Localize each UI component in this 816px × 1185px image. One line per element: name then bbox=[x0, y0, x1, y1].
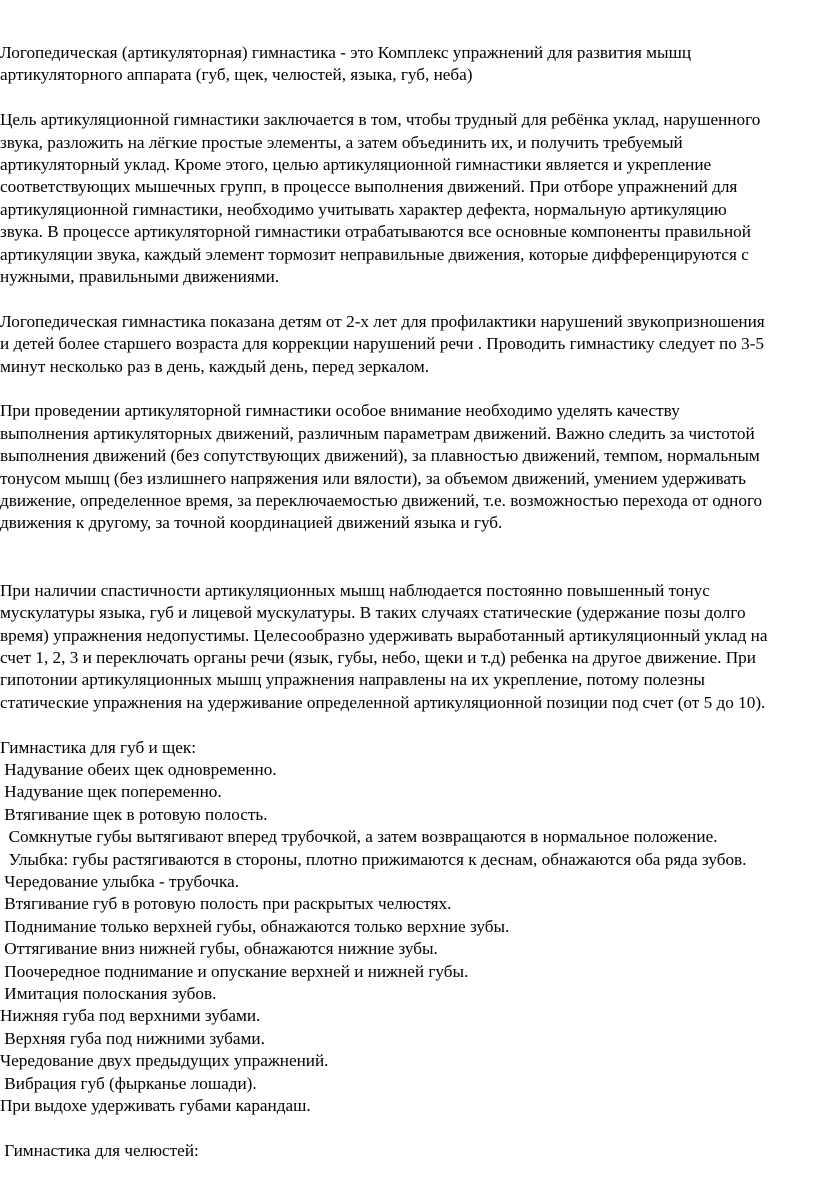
list-item: Поочередное поднимание и опускание верхней и нижней губы. bbox=[0, 961, 469, 981]
list-item: Чередование улыбка - трубочка. bbox=[0, 871, 240, 891]
lips-exercise-list bbox=[0, 759, 772, 1118]
list-item: Поднимание только верхней губы, обнажаются только верхние зубы. bbox=[0, 916, 510, 936]
jaw-section-heading: Гимнастика для челюстей: bbox=[0, 1140, 199, 1160]
goal-paragraph: Цель артикуляционной гимнастики заключается в том, чтобы трудный для ребёнка уклад, нарушенного звука, разложить на лёгкие простые элементы, а затем объединить их, и получить требуемый артикуляторный уклад. Кроме этого, целью артикуляционной гимнастики является и укрепление соответствующих мышечных групп, в процессе выполнения движений. При отборе упражнений для артикуляционной гимнастики, необходимо учитывать характер дефекта, нормальную артикуляцию звука. В процессе артикуляторной гимнастики отрабатываются все основные компоненты правильной артикуляции звука, каждый элемент тормозит неправильные движения, которые дифференцируются с нужными, правильными движениями. bbox=[0, 110, 761, 287]
intro-paragraph: Логопедическая (артикуляторная) гимнастика - это Комплекс упражнений для развития мышц артикуляторного аппарата (губ, щек, челюстей, языка, губ, неба) bbox=[0, 43, 692, 85]
list-item: Чередование двух предыдущих упражнений. bbox=[0, 1051, 329, 1071]
lips-section-heading: Гимнастика для губ и щек: bbox=[0, 737, 197, 757]
list-item: Надувание обеих щек одновременно. bbox=[0, 759, 277, 779]
list-item: При выдохе удерживать губами карандаш. bbox=[0, 1096, 311, 1116]
list-item: Оттягивание вниз нижней губы, обнажаются нижние зубы. bbox=[0, 939, 438, 959]
list-item: Втягивание щек в ротовую полость. bbox=[0, 804, 268, 824]
list-item: Нижняя губа под верхними зубами. bbox=[0, 1006, 261, 1026]
list-item: Имитация полоскания зубов. bbox=[0, 983, 217, 1003]
spasticity-paragraph: При наличии спастичности артикуляционных мышц наблюдается постоянно повышенный тонус мускулатуры языка, губ и лицевой мускулатуры. В таких случаях статические (удержание позы долго время) упражнения недопустимы. Целесообразно удерживать выработанный артикуляционный уклад на счет 1, 2, 3 и переключать органы речи (язык, губы, небо, щеки и т.д) ребенка на другое движение. При гипотонии артикуляционных мышц упражнения направлены на их укрепление, потому полезны статические упражнения на удерживание определенной артикуляционной позиции под счет (от 5 до 10). bbox=[0, 580, 768, 712]
list-item: Верхняя губа под нижними зубами. bbox=[0, 1028, 265, 1048]
list-item: Втягивание губ в ротовую полость при раскрытых челюстях. bbox=[0, 894, 452, 914]
list-item: Сомкнутые губы вытягивают вперед трубочкой, а затем возвращаются в нормальное положение. bbox=[0, 827, 718, 847]
list-item: Надувание щек попеременно. bbox=[0, 782, 222, 802]
indication-paragraph: Логопедическая гимнастика показана детям от 2-х лет для профилактики нарушений звукопризношения и детей более старшего возраста для коррекции нарушений речи . Проводить гимнастику следует по 3-5 минут несколько раз в день, каждый день, перед зеркалом. bbox=[0, 311, 765, 376]
document-body bbox=[0, 42, 772, 1162]
attention-paragraph: При проведении артикуляторной гимнастики особое внимание необходимо уделять качеству выполнения артикуляторных движений, различным параметрам движений. Важно следить за чистотой выполнения движений (без сопутствующих движений), за плавностью движений, темпом, нормальным тонусом мышц (без излишнего напряжения или вялости), за объемом движений, умением удерживать движение, определенное время, за переключаемостью движений, т.е. возможностью перехода от одного движения к другому, за точной координацией движений языка и губ. bbox=[0, 401, 763, 533]
list-item: Улыбка: губы растягиваются в стороны, плотно прижимаются к деснам, обнажаются оба ряда зубов. bbox=[0, 849, 747, 869]
list-item: Вибрация губ (фырканье лошади). bbox=[0, 1073, 257, 1093]
